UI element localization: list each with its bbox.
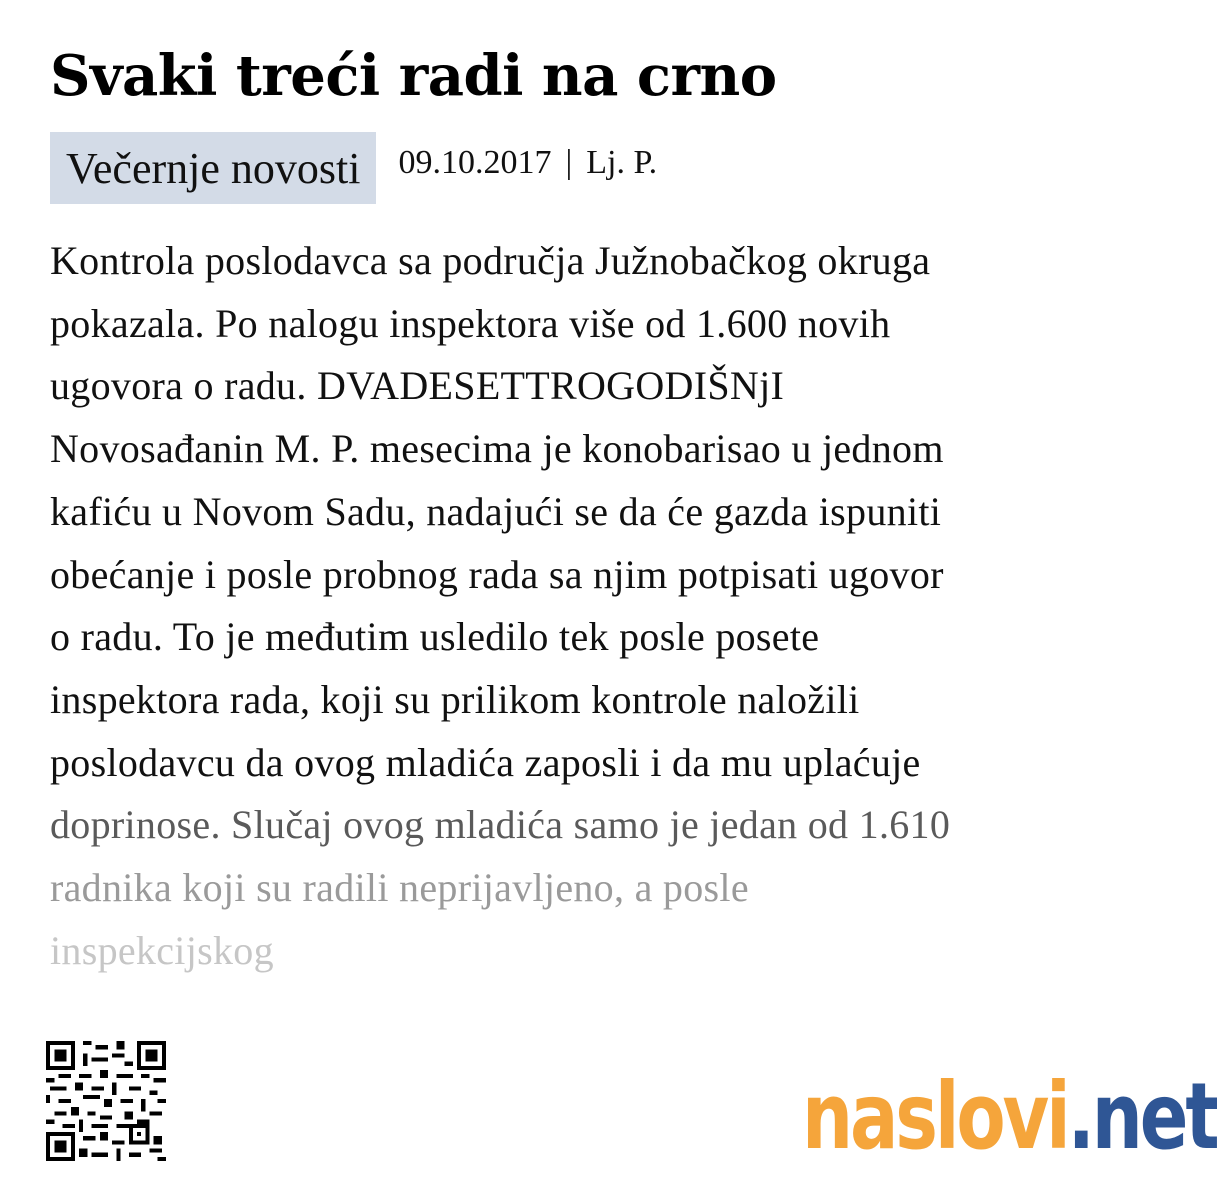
article-meta <box>50 132 657 204</box>
article-line: ugovora o radu. DVADESETTROGODIŠNjI <box>50 363 785 409</box>
article-line: Novosađanin M. P. mesecima je konobarisao u jednom <box>50 426 944 472</box>
byline-separator: | <box>565 144 573 181</box>
article-title: Svaki treći radi na crno <box>50 43 777 109</box>
article-line: Kontrola poslodavca sa područja Južnobačkog okruga <box>50 238 931 283</box>
article-line: kafiću u Novom Sadu, nadajući se da će gazda ispuniti <box>50 488 942 534</box>
logo-part-net: .net <box>1067 1063 1217 1170</box>
source-badge[interactable] <box>50 132 376 204</box>
author: Lj. P. <box>586 144 658 181</box>
article-line: inspekcijskog <box>50 927 274 973</box>
article-line: doprinose. Slučaj ovog mladića samo je jedan od 1.610 <box>50 802 951 848</box>
source-name: Večernje novosti <box>66 143 361 193</box>
publish-date: 09.10.2017 <box>398 144 552 181</box>
article-body <box>50 230 1160 982</box>
article-line: radnika koji su radili neprijavljeno, a posle <box>50 865 749 911</box>
article-line: pokazala. Po nalogu inspektora više od 1.600 novih <box>50 300 891 346</box>
naslovi-net-logo[interactable] <box>802 1052 1217 1182</box>
article-line: obećanje i posle probnog rada sa njim potpisati ugovor <box>50 551 944 597</box>
article-line: inspektora rada, koji su prilikom kontrole naložili <box>50 676 860 722</box>
article-line: poslodavcu da ovog mladića zaposli i da mu uplaćuje <box>50 739 921 785</box>
byline <box>398 144 657 182</box>
logo-part-naslovi: naslovi <box>802 1063 1068 1170</box>
qr-code-icon[interactable] <box>46 1038 166 1164</box>
article-line: o radu. To je međutim usledilo tek posle posete <box>50 614 820 660</box>
